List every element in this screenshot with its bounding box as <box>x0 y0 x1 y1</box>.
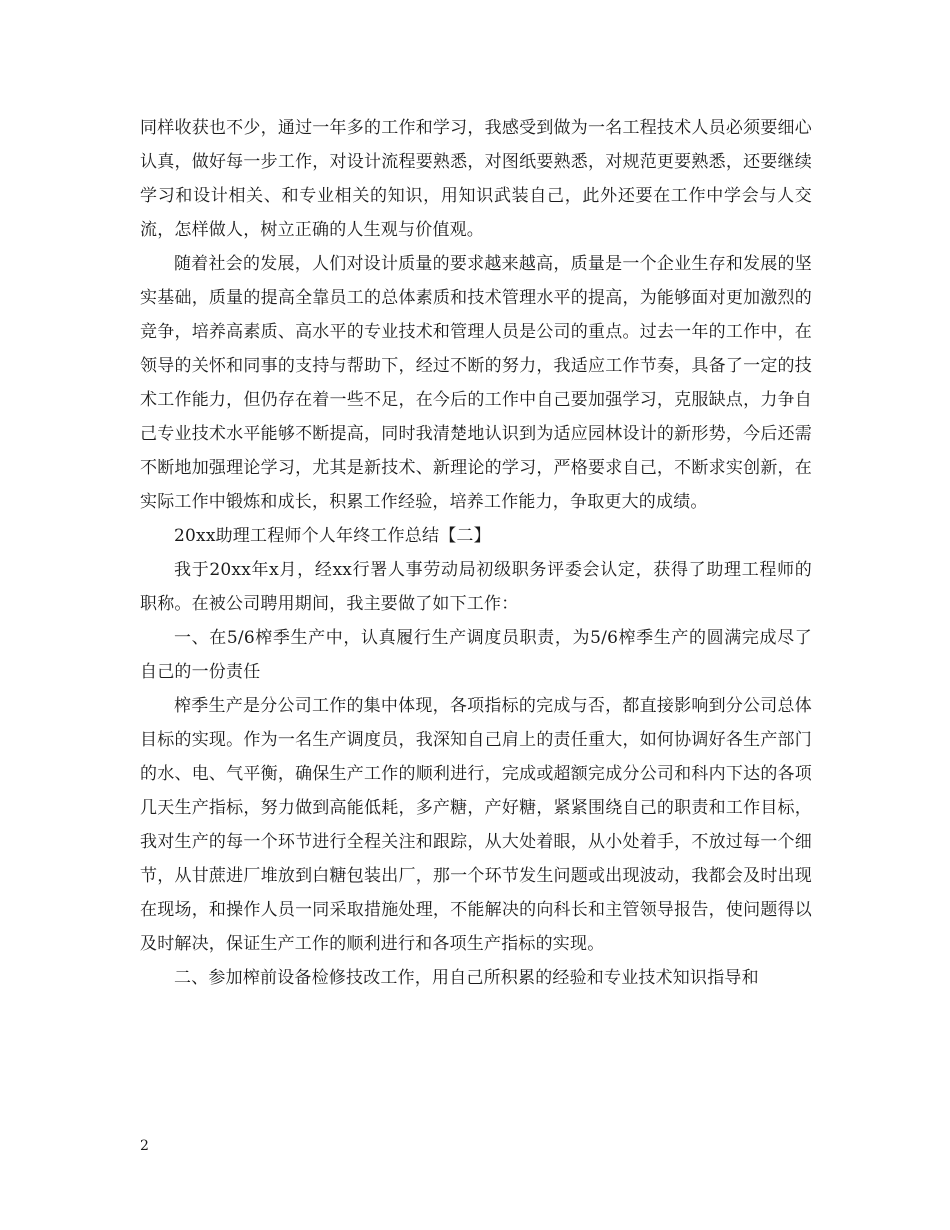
paragraph: 一、在5/6榨季生产中，认真履行生产调度员职责，为5/6榨季生产的圆满完成尽了自己的一份责任 <box>140 628 812 682</box>
paragraph: 榨季生产是分公司工作的集中体现，各项指标的完成与否，都直接影响到分公司总体目标的实现。作为一名生产调度员，我深知自己肩上的责任重大，如何协调好各生产部门的水、电、气平衡，确保生产工作的顺利进行，完成或超额完成分公司和科内下达的各项几天生产指标，努力做到高能低耗，多产糖，产好糖，紧紧围绕自己的职责和工作目标，我对生产的每一个环节进行全程关注和跟踪，从大处着眼，从小处着手，不放过每一个细节，从甘蔗进厂堆放到白糖包装出厂，那一个环节发生问题或出现波动，我都会及时出现在现场，和操作人员一同采取措施处理，不能解决的向科长和主管领导报告，使问题得以及时解决，保证生产工作的顺利进行和各项生产指标的实现。 <box>140 696 812 954</box>
paragraph: 我于20xx年x月，经xx行署人事劳动局初级职务评委会认定，获得了助理工程师的职称。在被公司聘用期间，我主要做了如下工作： <box>140 560 812 614</box>
paragraph: 同样收获也不少，通过一年多的工作和学习，我感受到做为一名工程技术人员必须要细心认真，做好每一步工作，对设计流程要熟悉，对图纸要熟悉，对规范更要熟悉，还要继续学习和设计相关、和专业相关的知识，用知识武装自己，此外还要在工作中学会与人交流，怎样做人，树立正确的人生观与价值观。 <box>140 118 812 240</box>
document-body <box>140 111 812 995</box>
section-heading: 20xx助理工程师个人年终工作总结【二】 <box>174 526 491 546</box>
page-number: 2 <box>140 1138 149 1154</box>
paragraph: 二、参加榨前设备检修技改工作，用自己所积累的经验和专业技术知识指导和 <box>174 968 759 988</box>
paragraph: 随着社会的发展，人们对设计质量的要求越来越高，质量是一个企业生存和发展的坚实基础，质量的提高全靠员工的总体素质和技术管理水平的提高，为能够面对更加激烈的竞争，培养高素质、高水平的专业技术和管理人员是公司的重点。过去一年的工作中，在领导的关怀和同事的支持与帮助下，经过不断的努力，我适应工作节奏，具备了一定的技术工作能力，但仍存在着一些不足，在今后的工作中自己要加强学习，克服缺点，力争自己专业技术水平能够不断提高，同时我清楚地认识到为适应园林设计的新形势，今后还需不断地加强理论学习，尤其是新技术、新理论的学习，严格要求自己，不断求实创新，在实际工作中锻炼和成长，积累工作经验，培养工作能力，争取更大的成绩。 <box>140 254 812 512</box>
